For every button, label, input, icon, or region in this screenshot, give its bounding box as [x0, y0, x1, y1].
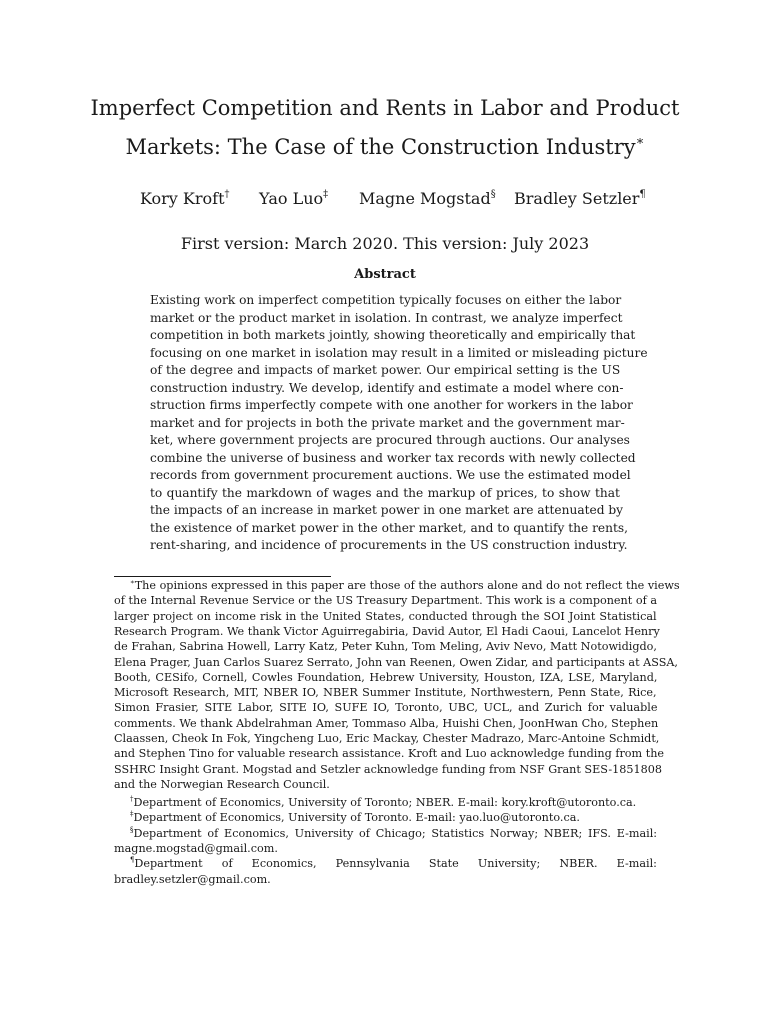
author-name: Kory Kroft	[140, 189, 225, 208]
footnote-pilcrow-line-1	[130, 855, 657, 870]
abstract-line: market and for projects in both the private market and the government mar-	[150, 415, 625, 430]
author-footnote-mark: †	[224, 188, 230, 200]
footnote-mark: †	[130, 794, 134, 803]
abstract-line: records from government procurement auctions. We use the estimated model	[150, 468, 631, 482]
footnote-star-line	[130, 577, 680, 592]
footnote-word: Economics,	[251, 857, 317, 870]
footnote-text: Department	[134, 857, 203, 870]
abstract-line: to quantify the markdown of wages and the markup of prices, to show that	[150, 485, 620, 500]
abstract-line: struction firms imperfectly compete with one another for workers in the labor	[150, 398, 633, 412]
abstract-line: competition in both markets jointly, showing theoretically and empirically that	[150, 328, 636, 342]
paper-title-line-2	[0, 134, 770, 159]
footnote-star-line: Elena Prager, Juan Carlos Suarez Serrato, John van Reenen, Owen Zidar, and participants at ASSA,	[114, 655, 678, 669]
footnote-word: University;	[477, 857, 541, 870]
abstract-line: the existence of market power in the other market, and to quantify the rents,	[150, 520, 628, 535]
footnote-word	[130, 855, 203, 870]
footnote-mark: ‡	[130, 809, 134, 818]
footnote-text: The opinions expressed in this paper are those of the authors alone and do not reflect the views	[134, 579, 680, 592]
footnote-section-line-2: magne.mogstad@gmail.com.	[114, 842, 278, 855]
footnote-star-line: larger project on income risk in the United States, conducted through the SOI Joint Statistical	[114, 609, 657, 623]
version-dates: First version: March 2020. This version: July 2023	[180, 234, 590, 253]
footnote-word: E-mail:	[616, 857, 657, 870]
footnote-word: NBER.	[559, 857, 598, 870]
footnote-star-line: of the Internal Revenue Service or the US Treasury Department. This work is a component of a	[114, 594, 658, 608]
abstract-line: focusing on one market in isolation may result in a limited or misleading picture	[150, 345, 648, 360]
paper-title-line-1: Imperfect Competition and Rents in Labor and Product	[90, 96, 680, 120]
footnote-mark: ∗	[130, 577, 135, 586]
author-luo	[259, 188, 329, 208]
author-footnote-mark: §	[490, 188, 496, 200]
footnote-text: Department of Economics, University of Toronto; NBER. E-mail: kory.kroft@utoronto.ca.	[133, 796, 637, 809]
footnote-star-line: comments. We thank Abdelrahman Amer, Tommaso Alba, Huishi Chen, JoonHwan Cho, Stephen	[114, 716, 659, 730]
footnote-star-line: Research Program. We thank Victor Aguirregabiria, David Autor, El Hadi Caoui, Lancelot Henry	[114, 624, 660, 638]
footnote-ddagger	[130, 809, 580, 824]
footnote-star-line: and Stephen Tino for valuable research assistance. Kroft and Luo acknowledge funding from the	[114, 747, 665, 761]
abstract-line: ket, where government projects are procured through auctions. Our analyses	[150, 433, 630, 447]
abstract-line: market or the product market in isolation. In contrast, we analyze imperfect	[150, 310, 623, 325]
footnote-word: Pennsylvania	[335, 857, 410, 870]
author-setzler	[514, 188, 646, 208]
footnote-text: Department of Economics, University of Toronto. E-mail: yao.luo@utoronto.ca.	[133, 811, 580, 824]
footnote-mark: §	[130, 825, 134, 834]
footnote-star-line: Simon Frasier, SITE Labor, SITE IO, SUFE IO, Toronto, UBC, UCL, and Zurich for valuable	[114, 701, 658, 715]
author-kroft	[140, 188, 230, 208]
title-text: Markets: The Case of the Construction Industry	[125, 135, 636, 159]
author-name: Yao Luo	[259, 189, 324, 208]
author-name: Bradley Setzler	[514, 189, 640, 208]
abstract-line: combine the universe of business and worker tax records with newly collected	[150, 450, 636, 465]
footnote-section-line-1	[130, 825, 658, 840]
abstract-line: construction industry. We develop, identify and estimate a model where con-	[150, 380, 624, 395]
title-footnote-mark: ∗	[635, 134, 645, 150]
footnote-star-line: Microsoft Research, MIT, NBER IO, NBER Summer Institute, Northwestern, Penn State, Rice,	[114, 686, 657, 700]
footnote-word: State	[428, 857, 459, 870]
abstract-line: rent-sharing, and incidence of procurements in the US construction industry.	[150, 538, 628, 552]
footnote-dagger	[130, 794, 637, 809]
footnote-text: Department of Economics, University of Chicago; Statistics Norway; NBER; IFS. E-mail:	[133, 827, 658, 840]
abstract-heading: Abstract	[354, 267, 416, 282]
author-footnote-mark: ‡	[323, 188, 329, 200]
footnote-star-line: Claassen, Cheok In Fok, Yingcheng Luo, Eric Mackay, Chester Madrazo, Marc-Antoine Schmidt,	[114, 732, 660, 745]
author-footnote-mark: ¶	[639, 188, 646, 200]
footnote-rule	[114, 576, 331, 577]
abstract-line: Existing work on imperfect competition typically focuses on either the labor	[150, 293, 622, 307]
footnote-star-line: de Frahan, Sabrina Howell, Larry Katz, Peter Kuhn, Tom Meling, Aviv Nevo, Matt Notowidigdo,	[114, 640, 657, 654]
footnote-mark: ¶	[130, 855, 135, 864]
footnote-star-line: and the Norwegian Research Council.	[114, 777, 330, 791]
footnote-star-line: Booth, CESifo, Cornell, Cowles Foundation, Hebrew University, Houston, IZA, LSE, Maryland,	[114, 670, 658, 684]
footnote-star-line: SSHRC Insight Grant. Mogstad and Setzler acknowledge funding from NSF Grant SES-1851808	[114, 762, 662, 776]
footnote-pilcrow-line-2: bradley.setzler@gmail.com.	[114, 873, 271, 886]
abstract-line: of the degree and impacts of market power. Our empirical setting is the US	[150, 363, 621, 377]
author-mogstad	[359, 188, 496, 208]
author-name: Magne Mogstad	[359, 189, 491, 208]
footnote-word: of	[221, 857, 233, 870]
abstract-line: the impacts of an increase in market power in one market are attenuated by	[150, 503, 624, 517]
